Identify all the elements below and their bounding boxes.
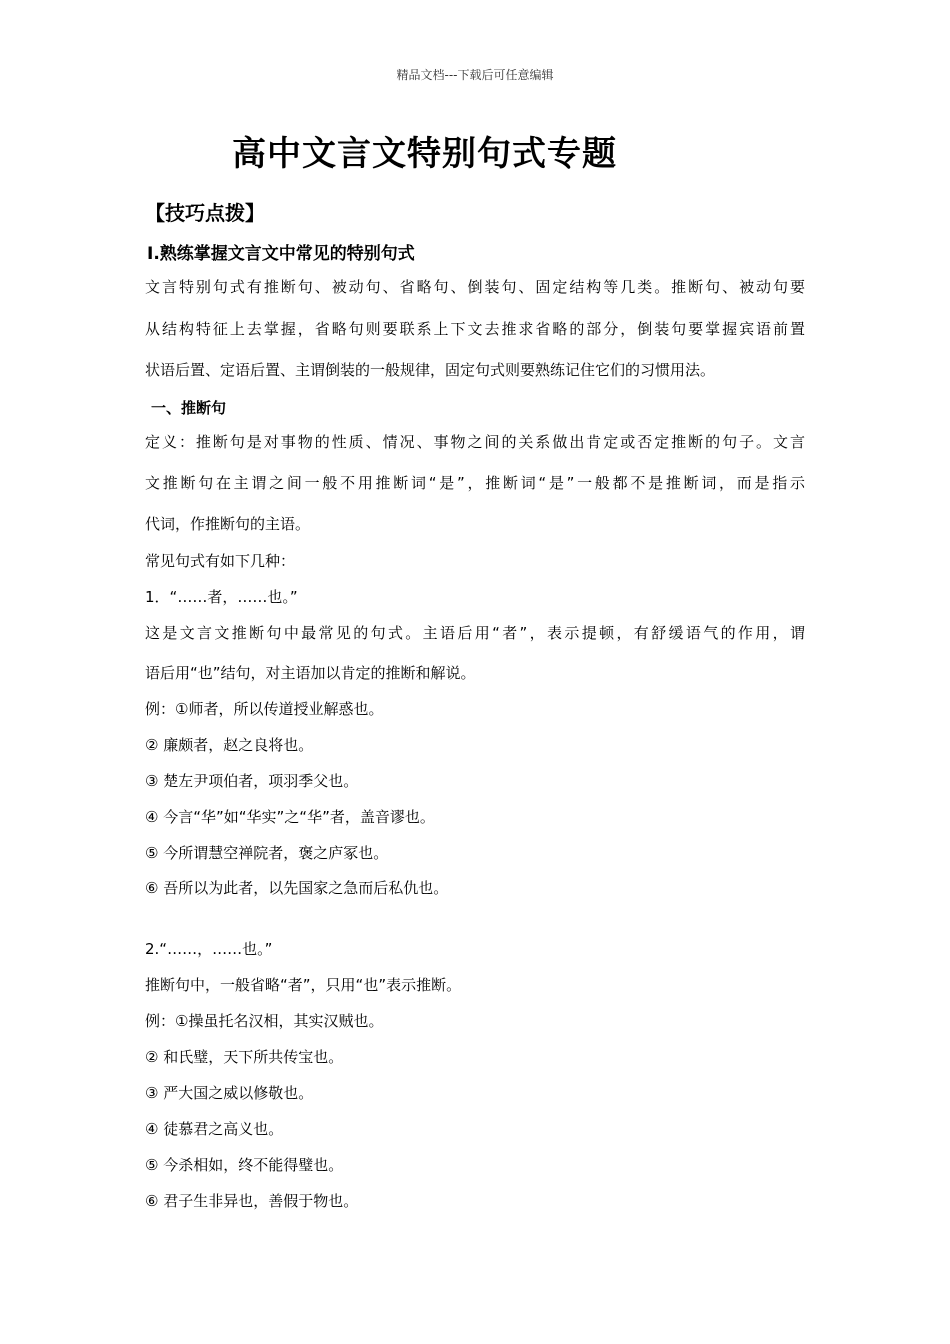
example-line: ④ 今言“华”如“华实”之“华”者，盖音谬也。 (145, 808, 435, 826)
example-line: ⑤ 今所谓慧空禅院者，褒之庐冢也。 (145, 844, 389, 862)
pattern-explanation: 语后用“也”结句，对主语加以肯定的推断和解说。 (145, 664, 476, 682)
example-line: 例：①师者，所以传道授业解惑也。 (145, 700, 384, 718)
example-line: ② 廉颇者，赵之良将也。 (145, 736, 314, 754)
part-heading: 一、推断句 (151, 399, 227, 417)
intro-line: 从结构特征上去掌握，省略句则要联系上下文去推求省略的部分，倒装句要掌握宾语前置 (145, 320, 805, 338)
intro-line: 文言特别句式有推断句、被动句、省略句、倒装句、固定结构等几类。推断句、被动句要 (145, 278, 805, 296)
definition-line: 文推断句在主谓之间一般不用推断词“是”，推断词“是”一般都不是推断词，而是指示 (145, 474, 805, 492)
document-title: 高中文言文特别句式专题 (232, 134, 617, 174)
example-line: ③ 严大国之威以修敬也。 (145, 1084, 314, 1102)
definition-line: 代词，作推断句的主语。 (145, 515, 311, 533)
common-patterns-label: 常见句式有如下几种： (145, 552, 296, 570)
example-line: ② 和氏璧，天下所共传宝也。 (145, 1048, 344, 1066)
intro-line: 状语后置、定语后置、主谓倒装的一般规律，固定句式则要熟练记住它们的习惯用法。 (145, 361, 716, 379)
pattern-explanation: 推断句中，一般省略“者”，只用“也”表示推断。 (145, 976, 462, 994)
example-line: ⑥ 吾所以为此者，以先国家之急而后私仇也。 (145, 879, 449, 897)
pattern-label: 1．“……者，……也。” (145, 588, 298, 606)
example-line: ⑤ 今杀相如，终不能得璧也。 (145, 1156, 344, 1174)
pattern-explanation: 这是文言文推断句中最常见的句式。主语后用“者”，表示提顿，有舒缓语气的作用，谓 (145, 624, 805, 642)
example-line: ⑥ 君子生非异也，善假于物也。 (145, 1192, 359, 1210)
example-line: 例：①操虽托名汉相，其实汉贼也。 (145, 1012, 384, 1030)
section-heading: 【技巧点拨】 (145, 201, 265, 225)
definition-line: 定义：推断句是对事物的性质、情况、事物之间的关系做出肯定或否定推断的句子。文言 (145, 433, 805, 451)
page-header: 精品文档---下载后可任意编辑 (396, 68, 554, 82)
example-line: ③ 楚左尹项伯者，项羽季父也。 (145, 772, 359, 790)
pattern-label: 2.“……，……也。” (145, 940, 273, 958)
example-line: ④ 徒慕君之高义也。 (145, 1120, 284, 1138)
section-subheading: Ⅰ.熟练掌握文言文中常见的特别句式 (147, 244, 415, 264)
